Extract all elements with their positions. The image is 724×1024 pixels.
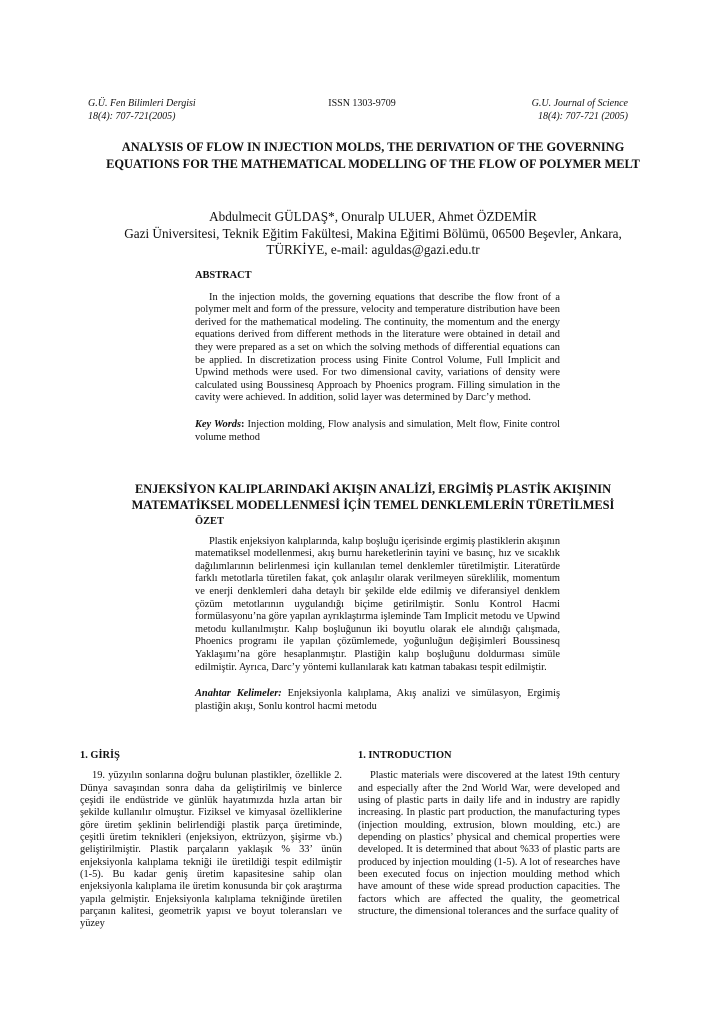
introduction-text: Plastic materials were discovered at the latest 19th century and especially after the 2nd World War, were developed and using of plastic parts in daily life and in industry are rapidly increasing. In plastic part production, the manufacturing types (injection moulding, extrusion, blown moulding, etc.) are depending on plastics’ physical and chemical properties were developed. It is determined that about %33 of plastic parts are produced by injection moulding (1-5). A lot of researches have been executed focus on injection moulding method which have amount of these wide spread production capacities. The factors which are affected the quality, the geometrical structure, the dimensional tolerances and the surface quality of xyxy=(358,770,620,918)
anahtar-kelimeler-text: Enjeksiyonla kalıplama, Akış analizi ve simülasyon, Ergimiş plastiğin akışı, Sonlu kontrol hacmi metodu xyxy=(195,688,561,712)
introduction-heading: 1. INTRODUCTION xyxy=(358,750,452,761)
journal-volume-en: 18(4): 707-721 (2005) xyxy=(538,111,628,122)
journal-volume-tr: 18(4): 707-721(2005) xyxy=(88,111,176,122)
giris-heading: 1. GİRİŞ xyxy=(80,750,120,761)
abstract-heading: ABSTRACT xyxy=(195,270,252,281)
keywords-colon: : xyxy=(241,418,245,430)
ozet-heading: ÖZET xyxy=(195,516,224,527)
anahtar-kelimeler-label: Anahtar Kelimeler: xyxy=(195,688,282,700)
turkish-title: ENJEKSİYON KALIPLARINDAKİ AKIŞIN ANALİZİ, ERGİMİŞ PLASTİK AKIŞININ MATEMATİKSEL MODELLENMESİ İÇİN TEMEL DENKLEMLERİN TÜRETİLMESİ xyxy=(131,482,615,513)
journal-name-en: G.U. Journal of Science xyxy=(531,98,628,109)
journal-header-right xyxy=(532,97,628,123)
ozet-text: Plastik enjeksiyon kalıplarında, kalıp boşluğu içerisinde ergimiş plastiklerin akışının matematiksel modellenmesi, akış burnu hareketlerinin tayini ve basınç, hız ve sıcaklık dağılımlarının belirlenmesi için kullanılan temel denklemler türetilmiştir. Literatürde farklı metotlarla türetilen fakat, çok anlaşılır olarak verilmeyen süreklilik, momentum ve enerji denklemleri daha detaylı bir şekilde elde edilmiş ve diferansiyel denklem çözüm metotlarının uygulandığı biçime getirilmiştir. Sonlu Kontrol Hacmi formülasyonu’na göre yapılan ayrıklaştırma işleminde Tam Implicit metodu ve Upwind metodu kullanılmıştır. Kalıp boşluğunun iki boyutlu olarak ele alındığı çalışmada, Phoenics programı ile yapılan çözümlemede, yoğunluğun değişimleri Boussinesq Yaklaşımı’na göre hesaplanmıştır. Plastiğin kalıp boşluğunu doldurması simüle edilmiştir. Ayrıca, Darc’y yöntemi kullanılarak katı katman tabakası tespit edilmiştir. xyxy=(195,535,561,673)
paper-title: ANALYSIS OF FLOW IN INJECTION MOLDS, THE DERIVATION OF THE GOVERNING EQUATIONS FOR THE MATHEMATICAL MODELLING OF THE FLOW OF POLYMER MELT xyxy=(106,140,640,172)
left-column xyxy=(80,750,342,931)
giris-text: 19. yüzyılın sonlarına doğru bulunan plastikler, özellikle 2. Dünya savaşından sonra daha da geliştirilmiş ve binlerce çeşidi ile endüstride ve günlük hayatımızda hızla artan bir şekilde kullanılır olmuştur. Fiziksel ve kimyasal özelliklerine göre üretim şeklinin belirlendiği plastik parça üretiminde, çeşitli üretim teknikleri (enjeksiyon, ektrüzyon, şişirme vb.) geliştirilmiştir. Plastik parçaların yaklaşık % 33’ ünün enjeksiyonla kalıplama tekniği ile üretildiği tespit edilmiştir (1-5). Bu kadar geniş üretim kapasitesine sahip olan enjeksiyonla kalıplama ile üretim konusunda bir çok araştırma yapıla gelmiştir. Enjeksiyonla kalıplama tekniğinde üretilen parçanın kalitesi, geometrik yapısı ve boyut toleransları ve yüzey xyxy=(80,770,342,930)
affiliation-line-2: TÜRKİYE, e-mail: aguldas@gazi.edu.tr xyxy=(266,242,480,258)
author-block xyxy=(90,209,656,259)
abstract-section xyxy=(195,270,560,444)
ozet-section xyxy=(195,516,560,713)
keywords-text: Injection molding, Flow analysis and simulation, Melt flow, Finite control volume method xyxy=(195,418,560,443)
right-column xyxy=(358,750,620,918)
ozet-keywords xyxy=(195,688,560,713)
abstract-text: In the injection molds, the governing equations that describe the flow front of a polymer melt and form of the pressure, velocity and temperature distribution have been derived for the mathematical modeling. The continuity, the momentum and the energy equations derived from different methods in the literature were obtained in detail and they were prepared as a set on which the solving methods of differential equations can be applied. In discretization process using Finite Control Volume, Full Implicit and Upwind methods were used. For two dimensional cavity, variations of density were calculated using Boussinesq Approach by Phoenics program. Filling simulation in the cavity were achieved. In addition, solid layer was determined by Darc’y method. xyxy=(195,291,560,404)
keywords-label: Key Words xyxy=(195,418,241,430)
abstract-keywords xyxy=(195,419,560,444)
journal-name-tr: G.Ü. Fen Bilimleri Dergisi xyxy=(88,98,196,109)
author-names: Abdulmecit GÜLDAŞ*, Onuralp ULUER, Ahmet ÖZDEMİR xyxy=(209,209,537,224)
issn: ISSN 1303-9709 xyxy=(328,98,396,109)
affiliation-line-1: Gazi Üniversitesi, Teknik Eğitim Fakültesi, Makina Eğitimi Bölümü, 06500 Beşevler, Ankara, xyxy=(124,225,622,241)
